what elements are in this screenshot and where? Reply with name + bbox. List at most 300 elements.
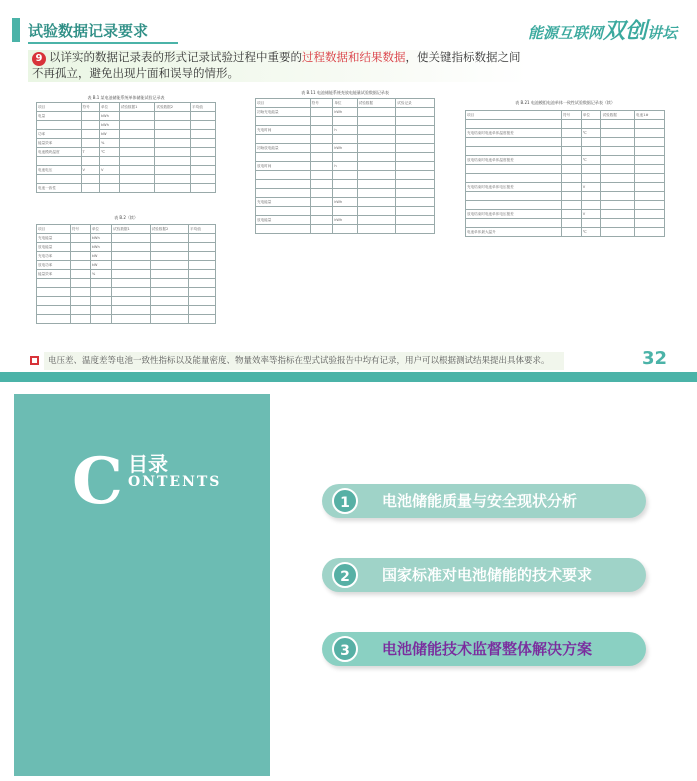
table-header-cell: 项目 [466, 111, 562, 120]
table-cell: 放电能量 [256, 216, 311, 225]
table-cell [562, 210, 582, 219]
table3-caption: 表 B.11 电池储能系统充放电能量试验数据记录表 [301, 90, 389, 95]
table-cell [562, 156, 582, 165]
table-cell [635, 210, 665, 219]
table1 [36, 102, 216, 193]
table-cell [310, 153, 333, 162]
table-cell [119, 112, 155, 121]
table-cell [466, 147, 562, 156]
table-cell [150, 315, 188, 324]
number-badge: 9 [32, 52, 46, 66]
table-row [466, 219, 665, 228]
table-row [256, 180, 435, 189]
table-cell: 电量 [37, 112, 82, 121]
table-cell: 放电时间 [256, 162, 311, 171]
table-cell [70, 252, 90, 261]
table-cell [150, 234, 188, 243]
table-cell: 充电能量 [37, 234, 71, 243]
table-cell [601, 219, 635, 228]
table-cell [396, 198, 435, 207]
table-header-cell: 试验数据2 [150, 225, 188, 234]
table-cell: kWh [99, 121, 119, 130]
table-cell [99, 184, 119, 193]
table-row [37, 121, 216, 130]
contents-c-letter: C [72, 444, 123, 519]
table-cell [155, 184, 191, 193]
table-cell [150, 261, 188, 270]
table-cell [357, 108, 396, 117]
table-header-cell: 单位 [99, 103, 119, 112]
table-row [256, 207, 435, 216]
table-cell [191, 157, 216, 166]
table-header-cell: 平均值 [191, 103, 216, 112]
table-cell [357, 216, 396, 225]
table-cell [112, 252, 150, 261]
table-cell [562, 147, 582, 156]
intro-text-part1: 以详实的数据记录表的形式记录试验过程中重要的 [49, 50, 302, 64]
table-row [466, 120, 665, 129]
table-cell [635, 138, 665, 147]
table-cell [191, 184, 216, 193]
table-cell [562, 219, 582, 228]
table-cell [155, 166, 191, 175]
table-cell [466, 219, 562, 228]
table-header-cell: 符号 [81, 103, 99, 112]
table-cell [112, 234, 150, 243]
table-cell [70, 270, 90, 279]
intro-text [28, 50, 528, 82]
table-cell [333, 171, 357, 180]
table-cell [191, 130, 216, 139]
table-cell [396, 108, 435, 117]
table-cell [70, 234, 90, 243]
table-cell [70, 243, 90, 252]
table-row [37, 234, 216, 243]
table-header-cell: 符号 [562, 111, 582, 120]
table-cell [635, 201, 665, 210]
table-row [256, 198, 435, 207]
table-cell [81, 139, 99, 148]
table-header-cell: 符号 [70, 225, 90, 234]
item-label: 电池储能质量与安全现状分析 [382, 492, 578, 510]
table-cell [562, 174, 582, 183]
table-cell [189, 234, 216, 243]
table-row [37, 184, 216, 193]
table-header-cell: 试验数据 [601, 111, 635, 120]
table-cell [37, 121, 82, 130]
table-cell [333, 189, 357, 198]
table-cell [150, 306, 188, 315]
table-row [466, 174, 665, 183]
table-cell: h [333, 126, 357, 135]
table-cell [191, 148, 216, 157]
table-cell: V [581, 183, 601, 192]
table-cell [357, 126, 396, 135]
table-cell [256, 153, 311, 162]
table-cell [112, 270, 150, 279]
table-cell [119, 148, 155, 157]
table-cell [150, 270, 188, 279]
table-cell [37, 288, 71, 297]
table-cell [150, 288, 188, 297]
table-header-cell: 项目 [256, 99, 311, 108]
table-cell: 电池电压 [37, 166, 82, 175]
table-cell [310, 180, 333, 189]
table-cell [333, 153, 357, 162]
table-cell [466, 192, 562, 201]
title-underline [28, 42, 178, 44]
table-cell [37, 157, 82, 166]
table-cell [562, 129, 582, 138]
table-cell [119, 166, 155, 175]
table-row [37, 288, 216, 297]
table-cell: 能量效率 [37, 270, 71, 279]
table-cell [357, 153, 396, 162]
table-cell: 充电功率 [37, 252, 71, 261]
logo-text-a: 能源互联网 [527, 24, 603, 42]
table-row [256, 153, 435, 162]
item-number: 1 [332, 488, 358, 514]
table-row [256, 216, 435, 225]
table-cell: 放电能量 [37, 243, 71, 252]
intro-text-part2: ，使关键指标数据之间不再孤立，避免出现片面和误导的情形。 [32, 50, 521, 80]
table-cell: 能量效率 [37, 139, 82, 148]
table-cell [562, 120, 582, 129]
logo-text-c: 讲坛 [646, 24, 677, 42]
table-cell: 电池单体最大温升 [466, 228, 562, 237]
table-cell: 放电结束时电池单体温度极差 [466, 156, 562, 165]
table-cell [357, 144, 396, 153]
table-header-row [37, 225, 216, 234]
table-cell [112, 306, 150, 315]
table-cell [189, 297, 216, 306]
table-cell [581, 192, 601, 201]
table-cell: kWh [333, 144, 357, 153]
table-cell [119, 139, 155, 148]
table-cell [333, 117, 357, 126]
table-cell [37, 297, 71, 306]
table-cell: V [99, 166, 119, 175]
table-cell [189, 270, 216, 279]
table-header-row [37, 103, 216, 112]
table-cell: kWh [333, 198, 357, 207]
table-cell [357, 180, 396, 189]
table-cell [466, 174, 562, 183]
table-row [256, 171, 435, 180]
table-cell [155, 121, 191, 130]
table-row [37, 139, 216, 148]
table-cell: ℃ [99, 148, 119, 157]
table-cell [635, 165, 665, 174]
table-cell [191, 175, 216, 184]
table-cell [310, 189, 333, 198]
table-cell [189, 243, 216, 252]
table-cell [357, 117, 396, 126]
page-number: 32 [641, 348, 667, 369]
table-cell: T [81, 148, 99, 157]
table-cell [357, 135, 396, 144]
table-cell [90, 297, 111, 306]
table-cell [70, 279, 90, 288]
table-cell [119, 157, 155, 166]
table-cell [357, 162, 396, 171]
table-cell [70, 306, 90, 315]
table-cell [581, 138, 601, 147]
table-cell [155, 175, 191, 184]
table-cell [70, 315, 90, 324]
table-cell [191, 121, 216, 130]
table-row [37, 279, 216, 288]
table-cell [150, 297, 188, 306]
table-row [256, 144, 435, 153]
table1-caption: 表 B.1 某电池储能系统单体储能试验记录表 [87, 95, 165, 100]
table-cell [581, 120, 601, 129]
table-cell [256, 117, 311, 126]
table-cell [581, 219, 601, 228]
table-cell: V [581, 210, 601, 219]
table-cell [81, 112, 99, 121]
table-cell [310, 117, 333, 126]
table-cell: ℃ [581, 156, 601, 165]
table-cell [396, 225, 435, 234]
table-header-cell: 试验数据1 [119, 103, 155, 112]
table-cell [81, 130, 99, 139]
slide-contents [0, 392, 697, 781]
table-row [466, 156, 665, 165]
table3 [255, 98, 435, 234]
table-row [37, 157, 216, 166]
table-row [37, 270, 216, 279]
table-cell: kW [90, 252, 111, 261]
table-row [37, 130, 216, 139]
table-row [466, 183, 665, 192]
table-cell [310, 198, 333, 207]
table-cell [357, 225, 396, 234]
table-row [256, 135, 435, 144]
table-row [256, 225, 435, 234]
table-cell [189, 252, 216, 261]
table-cell [37, 175, 82, 184]
table-cell [256, 180, 311, 189]
table-cell [112, 261, 150, 270]
table-cell [635, 129, 665, 138]
table-header-cell: 符号 [310, 99, 333, 108]
table-cell [310, 162, 333, 171]
table-row [466, 210, 665, 219]
table-cell: 初始充电能量 [256, 108, 311, 117]
slide-test-data-requirements [0, 0, 697, 382]
title-accent-bar [12, 18, 20, 42]
table-cell [581, 165, 601, 174]
table-cell [396, 171, 435, 180]
table-row [37, 261, 216, 270]
table-cell [310, 207, 333, 216]
table-cell [357, 189, 396, 198]
table-cell [189, 261, 216, 270]
table-header-cell: 试验记录 [396, 99, 435, 108]
logo-text-b: 双创 [602, 19, 647, 44]
table-row [256, 162, 435, 171]
table-cell [581, 201, 601, 210]
table-cell [150, 252, 188, 261]
table-cell: 充电结束时电池单体电压极差 [466, 183, 562, 192]
table-row [37, 315, 216, 324]
table-cell: 功率 [37, 130, 82, 139]
table-header-cell: 项目 [37, 225, 71, 234]
table-cell [119, 184, 155, 193]
contents-item-1[interactable] [322, 484, 646, 518]
table-header-row [256, 99, 435, 108]
table4 [465, 110, 665, 237]
table-cell [310, 225, 333, 234]
table-cell [155, 130, 191, 139]
table-cell [90, 288, 111, 297]
table-cell [256, 207, 311, 216]
table-cell [155, 148, 191, 157]
table-cell: 电池一致性 [37, 184, 82, 193]
table-row [37, 297, 216, 306]
table-cell [562, 183, 582, 192]
item-number: 3 [332, 636, 358, 662]
table-cell: 放电结束时电池单体电压极差 [466, 210, 562, 219]
table-cell [191, 166, 216, 175]
table-cell [396, 162, 435, 171]
contents-item-2[interactable] [322, 558, 646, 592]
forum-logo [528, 14, 677, 45]
table-row [466, 228, 665, 237]
table-cell [90, 306, 111, 315]
table-cell [396, 207, 435, 216]
item-label: 国家标准对电池储能的技术要求 [382, 566, 593, 584]
table-cell [333, 225, 357, 234]
table-cell [601, 138, 635, 147]
table-cell [396, 135, 435, 144]
table-cell [396, 153, 435, 162]
table-row [37, 148, 216, 157]
table-cell [256, 225, 311, 234]
table-cell [357, 198, 396, 207]
table-row [37, 243, 216, 252]
table-header-cell: 试验数据1 [112, 225, 150, 234]
table4-caption: 表 B.21 电池模组电池单体一致性试验数据记录表（续） [515, 100, 615, 105]
table-header-cell: 单位 [581, 111, 601, 120]
table2-caption: 表 B.2（续） [114, 215, 138, 220]
contents-item-3[interactable] [322, 632, 646, 666]
table-cell [256, 171, 311, 180]
table-cell: V [81, 166, 99, 175]
table-row [37, 166, 216, 175]
table-cell [37, 279, 71, 288]
table-cell [191, 112, 216, 121]
table-cell [601, 201, 635, 210]
table-cell [310, 216, 333, 225]
table-cell [37, 315, 71, 324]
table-row [256, 108, 435, 117]
note-text: 电压差、温度差等电池一致性指标以及能量密度、物量效率等指标在型式试验报告中均有记录，用户可以根据测试结果提出具体要求。 [44, 352, 564, 370]
table-cell: kW [99, 130, 119, 139]
table-cell: kWh [90, 243, 111, 252]
table-row [256, 117, 435, 126]
table-cell [466, 165, 562, 174]
table-cell [81, 157, 99, 166]
table-cell [310, 108, 333, 117]
table-cell [581, 174, 601, 183]
table-cell: 初始放电能量 [256, 144, 311, 153]
table-cell [70, 297, 90, 306]
table-cell: kWh [333, 216, 357, 225]
table-row [466, 201, 665, 210]
table-cell [99, 175, 119, 184]
table-header-row [466, 111, 665, 120]
table-cell [112, 315, 150, 324]
table-header-cell: 单位 [90, 225, 111, 234]
table-cell [396, 117, 435, 126]
table-cell [310, 171, 333, 180]
table-cell: ℃ [581, 228, 601, 237]
table-cell: 充电结束时电池单体温度极差 [466, 129, 562, 138]
table-cell [601, 192, 635, 201]
table-cell [119, 130, 155, 139]
table-cell: 放电功率 [37, 261, 71, 270]
table-cell [466, 201, 562, 210]
table-cell [81, 175, 99, 184]
bottom-accent-strip [0, 372, 697, 382]
table-header-cell: 单位 [333, 99, 357, 108]
table-cell [333, 135, 357, 144]
table-cell [635, 228, 665, 237]
table-cell [635, 183, 665, 192]
table-cell [70, 261, 90, 270]
table-cell [635, 192, 665, 201]
table-cell [635, 147, 665, 156]
table-cell [601, 228, 635, 237]
table-cell: 电池模块温度 [37, 148, 82, 157]
table-row [37, 306, 216, 315]
table-cell: h [333, 162, 357, 171]
contents-title-cn: 目录 [128, 452, 168, 476]
table-cell [310, 135, 333, 144]
contents-title-en: ONTENTS [128, 474, 222, 490]
table-cell [112, 288, 150, 297]
table-cell [562, 192, 582, 201]
table-cell [189, 279, 216, 288]
table-cell [396, 189, 435, 198]
table-cell [562, 228, 582, 237]
table-cell [635, 219, 665, 228]
table-cell [119, 121, 155, 130]
table-cell: kWh [333, 108, 357, 117]
table-cell [189, 288, 216, 297]
table-cell [119, 175, 155, 184]
table-cell [155, 139, 191, 148]
table-cell [562, 165, 582, 174]
table-cell [357, 207, 396, 216]
table-cell [155, 157, 191, 166]
table-cell [112, 279, 150, 288]
table-cell [189, 315, 216, 324]
table-cell [90, 279, 111, 288]
table-cell [601, 156, 635, 165]
table-cell: kWh [90, 234, 111, 243]
table-cell [601, 183, 635, 192]
table-cell: % [90, 270, 111, 279]
table-row [256, 189, 435, 198]
table-header-cell: 试验数据 [357, 99, 396, 108]
slide-title: 试验数据记录要求 [28, 22, 149, 40]
table-cell [466, 138, 562, 147]
table-cell [81, 184, 99, 193]
table-cell [562, 201, 582, 210]
